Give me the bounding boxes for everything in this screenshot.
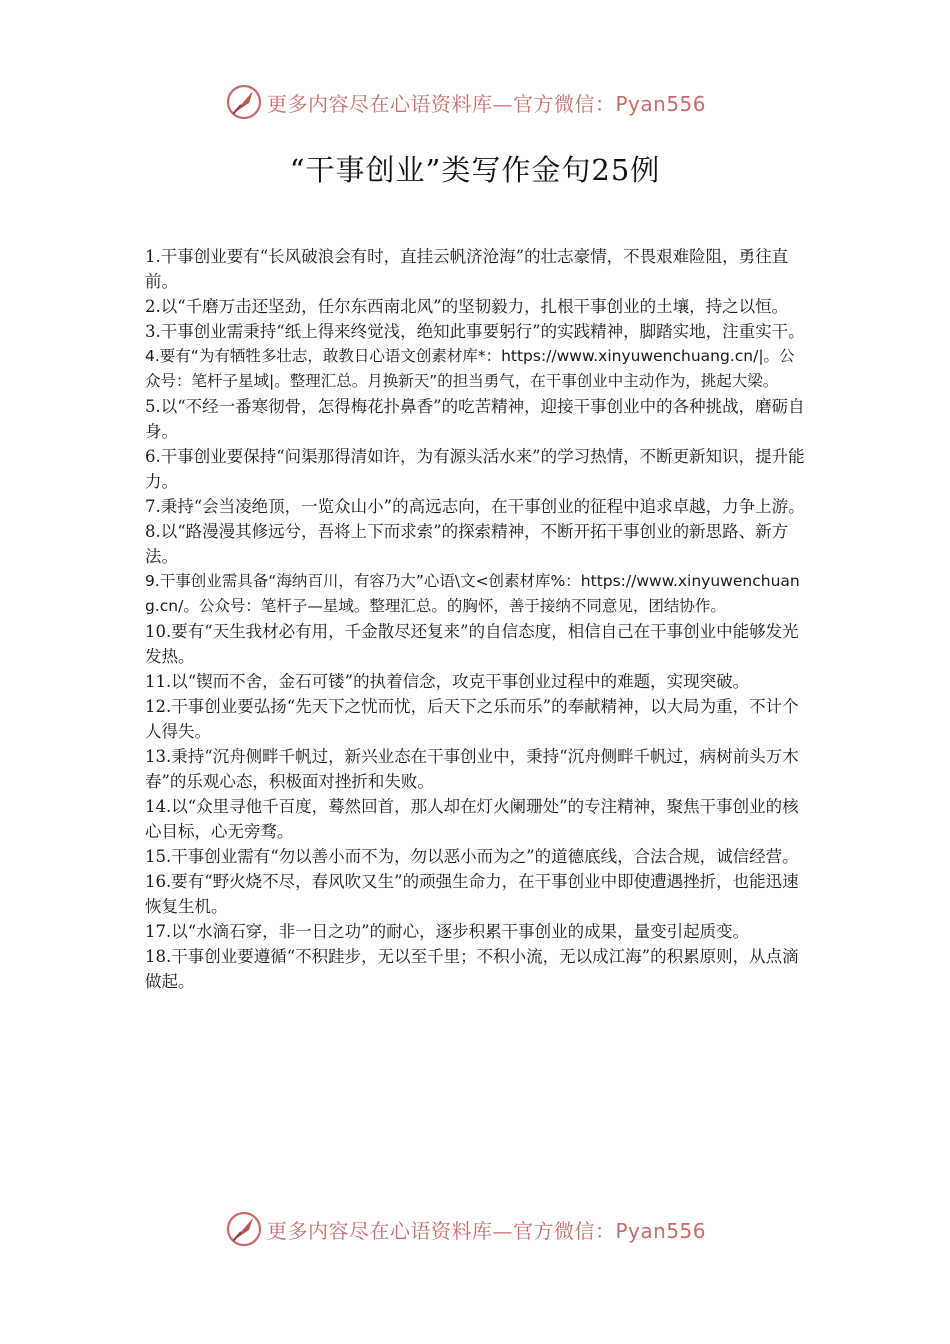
item-list <box>145 244 807 994</box>
header-banner <box>225 82 745 122</box>
banner-text: 更多内容尽在心语资料库—官方微信：Pyan556 <box>267 91 707 116</box>
list-item: 16.要有“野火烧不尽，春风吹又生”的顽强生命力，在干事创业中即使遭遇挫折，也能迅速恢复生机。 <box>145 872 799 916</box>
banner-text: 更多内容尽在心语资料库—官方微信：Pyan556 <box>267 1218 707 1243</box>
footer-banner <box>225 1209 745 1249</box>
list-item: 9.干事创业需具备“海纳百川，有容乃大”心语\文<创素材库%：https://www.xinyuwenchuang.cn/。公众号：笔杆子—星域。整理汇总。的胸怀，善于接纳不同意见，团结协作。 <box>145 572 800 615</box>
list-item: 12.干事创业要弘扬“先天下之忧而忧，后天下之乐而乐”的奉献精神，以大局为重，不计个人得失。 <box>145 697 799 741</box>
list-item: 3.干事创业需秉持“纸上得来终觉浅，绝知此事要躬行”的实践精神，脚踏实地，注重实干。 <box>145 322 805 341</box>
feather-pen-logo-icon <box>225 1210 263 1248</box>
list-item: 10.要有“天生我材必有用，千金散尽还复来”的自信态度，相信自己在干事创业中能够发光发热。 <box>145 622 799 666</box>
feather-pen-logo-icon <box>225 83 263 121</box>
list-item: 7.秉持“会当凌绝顶，一览众山小”的高远志向，在干事创业的征程中追求卓越，力争上游。 <box>145 497 805 516</box>
list-item: 18.干事创业要遵循“不积跬步，无以至千里；不积小流，无以成江海”的积累原则，从点滴做起。 <box>145 947 799 991</box>
list-item: 2.以“千磨万击还坚劲，任尔东西南北风”的坚韧毅力，扎根干事创业的土壤，持之以恒。 <box>145 297 789 316</box>
wechat-id: Pyan556 <box>615 1218 707 1243</box>
list-item: 14.以“众里寻他千百度，蓦然回首，那人却在灯火阑珊处”的专注精神，聚焦干事创业的核心目标，心无旁骛。 <box>145 797 799 841</box>
list-item: 4.要有“为有牺牲多壮志，敢教日心语文创素材库*：https://www.xinyuwenchuang.cn/|。公众号：笔杆子星域|。整理汇总。月换新天”的担当勇气，在干事创业中主动作为，挑起大梁。 <box>145 347 795 390</box>
list-item: 6.干事创业要保持“问渠那得清如许，为有源头活水来”的学习热情，不断更新知识，提升能力。 <box>145 447 805 491</box>
list-item: 17.以“水滴石穿，非一日之功”的耐心，逐步积累干事创业的成果，量变引起质变。 <box>145 922 750 941</box>
list-item: 1.干事创业要有“长风破浪会有时，直挂云帆济沧海”的壮志豪情，不畏艰难险阻，勇往直前。 <box>145 247 789 291</box>
document-title: “干事创业”类写作金句25例 <box>289 153 661 187</box>
list-item: 15.干事创业需有“勿以善小而不为，勿以恶小而为之”的道德底线，合法合规，诚信经营。 <box>145 847 799 866</box>
wechat-id: Pyan556 <box>615 91 707 116</box>
list-item: 11.以“锲而不舍，金石可镂”的执着信念，攻克干事创业过程中的难题，实现突破。 <box>145 672 750 691</box>
list-item: 13.秉持“沉舟侧畔千帆过，新兴业态在干事创业中，秉持“沉舟侧畔千帆过，病树前头万木春”的乐观心态，积极面对挫折和失败。 <box>145 747 799 791</box>
list-item: 8.以“路漫漫其修远兮，吾将上下而求索”的探索精神，不断开拓干事创业的新思路、新方法。 <box>145 522 789 566</box>
list-item: 5.以“不经一番寒彻骨，怎得梅花扑鼻香”的吃苦精神，迎接干事创业中的各种挑战，磨砺自身。 <box>145 397 805 441</box>
